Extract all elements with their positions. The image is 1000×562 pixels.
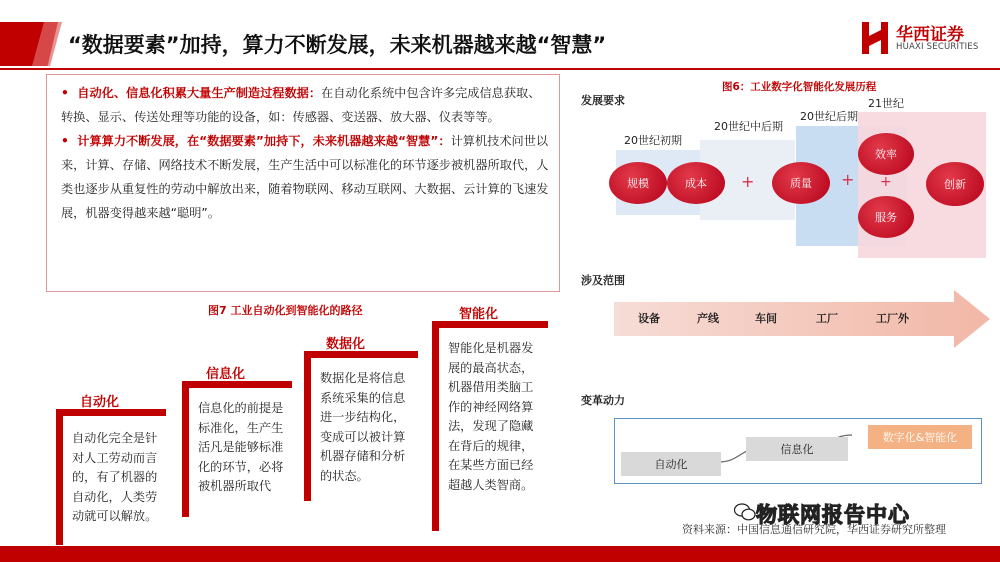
scope-item: 工厂 [816, 312, 838, 325]
step-text-automation: 自动化完全是针对人工劳动而言的，有了机器的自动化，人类劳动就可以解放。 [72, 431, 158, 523]
logo-text-cn: 华西证券 [896, 25, 964, 45]
step-title-data: 数据化 [326, 337, 366, 352]
driver-automation: 自动化 [621, 452, 721, 476]
scope-item: 设备 [638, 312, 660, 325]
plus-sign: + [880, 174, 892, 190]
era-label: 20世纪后期 [800, 110, 858, 123]
bullet-dot: • [61, 86, 78, 100]
wechat-icon [734, 502, 756, 522]
fig6-title: 图6：工业数字化智能化发展历程 [722, 81, 877, 93]
fig7-title: 图7 工业自动化到智能化的路径 [208, 304, 363, 317]
section-label-requirements: 发展要求 [581, 94, 625, 107]
driver-information: 信息化 [746, 437, 848, 461]
step-text-information: 信息化的前提是标准化，生产生活凡是能够标准化的环节，必将被机器所取代 [198, 401, 284, 493]
scope-item: 工厂外 [876, 312, 909, 325]
circle-cost: 成本 [667, 162, 725, 204]
summary-textbox [46, 74, 560, 292]
circle-service: 服务 [858, 196, 914, 238]
plus-sign: + [841, 170, 855, 189]
era-label: 20世纪初期 [624, 134, 682, 147]
era-label: 21世纪 [868, 97, 904, 110]
step-title-automation: 自动化 [80, 395, 120, 410]
bullet-dot: • [61, 134, 78, 148]
circle-quality: 质量 [772, 162, 830, 204]
header-divider [0, 68, 1000, 70]
era-label: 20世纪中后期 [714, 120, 783, 133]
circle-innovation: 创新 [926, 162, 984, 206]
footer-bar [0, 546, 1000, 562]
p2-body: 计算机技术问世以来，计算、存储、网络技术不断发展，生产生活中可以标准化的环节逐步被机器所取代，人类也逐步从重复性的劳动中解放出来，随着物联网、移动互联网、大数据、云计算的飞速发展，机器变得越来越“聪明”。 [61, 134, 549, 220]
circle-scale: 规模 [609, 162, 667, 204]
scope-item: 车间 [755, 312, 777, 325]
source-note: 资料来源：中国信息通信研究院，华西证券研究所整理 [682, 523, 946, 536]
step-title-intelligence: 智能化 [459, 307, 499, 322]
brand-logo [862, 20, 982, 60]
step-title-information: 信息化 [206, 367, 246, 382]
circle-efficiency: 效率 [858, 133, 914, 175]
p2-title: 计算算力不断发展，在“数据要素”加持下，未来机器越来越“智慧”： [77, 134, 451, 148]
huaxi-logo-icon [862, 22, 888, 54]
p1-body: 在自动化系统中包含许多完成信息获取、转换、显示、传送处理等功能的设备，如：传感器、变送器、放大器、仪表等等。 [61, 86, 541, 124]
section-label-scope: 涉及范围 [581, 274, 625, 287]
plus-sign: + [741, 172, 755, 191]
bullet-paragraph-2 [61, 129, 549, 225]
driver-digital-intelligent: 数字化&智能化 [868, 425, 972, 449]
scope-arrow [614, 290, 990, 348]
step-text-data: 数据化是将信息系统采集的信息进一步结构化，变成可以被计算机器存储和分析的状态。 [320, 371, 406, 483]
watermark-text: 物联网报告中心 [756, 503, 910, 527]
scope-item: 产线 [697, 312, 719, 325]
step-text-intelligence: 智能化是机器发展的最高状态，机器借用类脑工作的神经网络算法，发现了隐藏在背后的规律，在某些方面已经超越人类智商。 [448, 341, 534, 492]
p1-title: 自动化、信息化积累大量生产制造过程数据： [77, 86, 322, 100]
bullet-paragraph-1 [61, 81, 549, 129]
logo-text-en: HUAXI SECURITIES [896, 42, 979, 52]
section-label-drivers: 变革动力 [581, 394, 625, 407]
page-title: “数据要素”加持，算力不断发展，未来机器越来越“智慧” [68, 33, 607, 57]
